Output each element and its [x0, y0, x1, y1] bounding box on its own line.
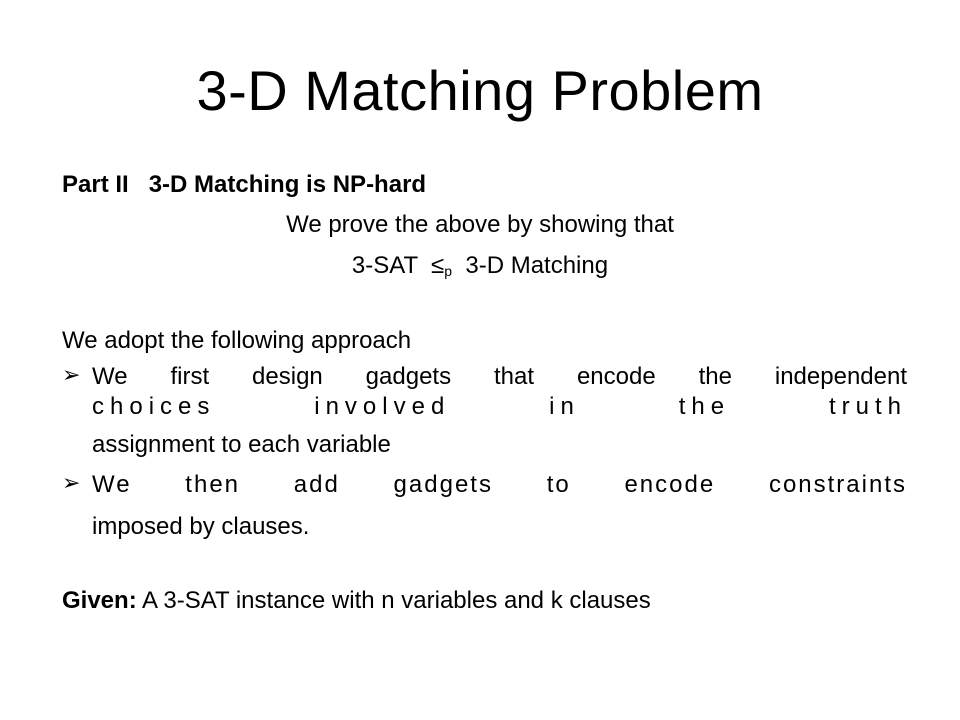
bullet-2-line-2: imposed by clauses.	[92, 513, 310, 540]
approach-intro: We adopt the following approach	[62, 327, 412, 354]
reduction-line	[0, 251, 960, 286]
bullet-2-line-1: We then add gadgets to encode constraints	[92, 471, 907, 498]
reduction-right: 3-D Matching	[465, 252, 609, 279]
part-heading: 3-D Matching is NP-hard	[148, 171, 427, 198]
given-text: A 3-SAT instance with n variables and k clauses	[142, 587, 651, 614]
given-line	[62, 586, 907, 616]
arrow-bullet-icon: ➢	[62, 470, 81, 495]
reduction-relation: ≤	[431, 252, 445, 279]
bullet-1-line-2: choices involved in the truth	[92, 393, 907, 420]
given-label: Given:	[62, 587, 137, 614]
reduction-left: 3-SAT	[351, 252, 418, 279]
part-heading-line	[62, 170, 907, 200]
bullet-1-line-3: assignment to each variable	[92, 431, 391, 458]
bullet-item-1	[62, 362, 907, 460]
slide-title: 3-D Matching Problem	[196, 59, 764, 122]
prove-line: We prove the above by showing that	[286, 211, 674, 238]
arrow-bullet-icon: ➢	[62, 362, 81, 387]
bullet-1-line-1: We first design gadgets that encode the independent	[92, 363, 907, 390]
reduction-subscript: p	[444, 263, 453, 279]
bullet-item-2	[62, 470, 907, 542]
part-label: Part II	[62, 171, 129, 198]
